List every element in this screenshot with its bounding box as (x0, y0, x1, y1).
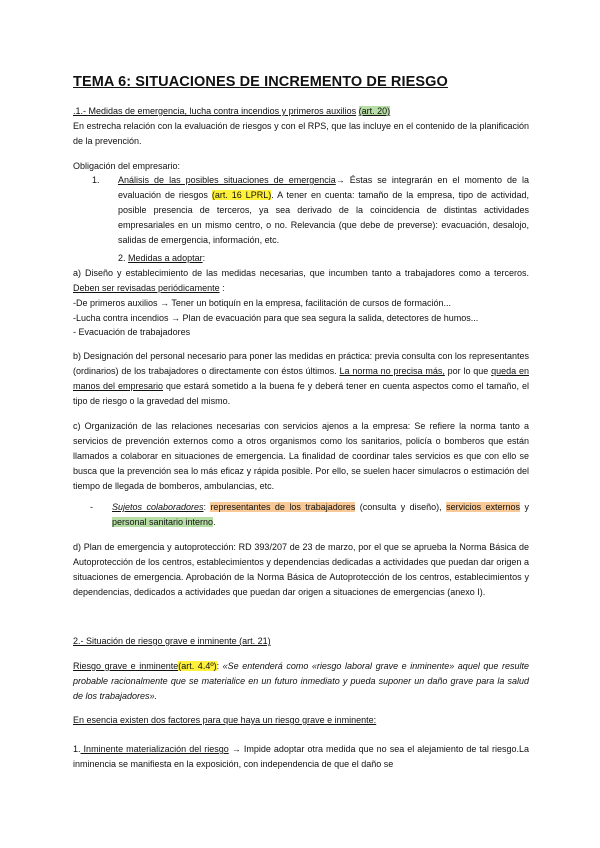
collaborators-mid: (consulta y diseño), (355, 502, 447, 512)
collaborators-title: Sujetos colaboradores (112, 502, 204, 512)
section-1-article-ref: (art. 20) (358, 106, 391, 116)
factors-heading: En esencia existen dos factores para que haya un riesgo grave e inminente: (73, 715, 377, 725)
paragraph-a (73, 266, 529, 296)
paragraph-b (73, 349, 529, 409)
list-item-1 (92, 173, 530, 245)
factor-1-title: Inminente materialización del riesgo (80, 744, 229, 754)
paragraph-a-line-1: -De primeros auxilios → Tener un botiquín en la empresa, facilitación de cursos de formación... (73, 298, 452, 308)
collaborators-representatives: representantes de los trabajadores (210, 502, 356, 512)
serious-risk-quote: «Se entenderá como «riesgo laboral grave e inminente» aquel que resulte probable racionalmente que se materialice en un futuro inmediato y pueda suponer un daño grave para la salud de los trabajadores». (73, 661, 529, 701)
serious-risk-definition (73, 659, 529, 704)
paragraph-b-underlined-2: queda en manos del empresario (73, 366, 529, 391)
factor-1-text: → Impide adoptar otra medida que no sea el alejamiento de tal riesgo.La inminencia se manifiesta en la exposición, con independencia de que el daño se (73, 744, 529, 769)
paragraph-a-text: a) Diseño y establecimiento de las medidas necesarias, que incumben tanto a trabajadores como a terceros. (73, 268, 529, 278)
list-item-1-number: 1. (92, 175, 100, 185)
list-item-1-text-b: . A tener en cuenta: tamaño de la empresa, tipo de actividad, posible presencia de terceros, ya sea derivado de la coincidencia de distintas actividades empresariales en un mismo centro, o no. Relevancia (que debe de preverse): evacuación, desalojo, salidas de emergencia, información, etc. (118, 190, 529, 245)
collaborators-colon: : (203, 502, 211, 512)
paragraph-d: d) Plan de emergencia y autoprotección: RD 393/207 de 23 de marzo, por el que se aprueba la Norma Básica de Autoprotección de los centros, establecimientos y dependencias dedicadas a actividades que puedan dar origen a situaciones de emergencia. Aprobación de la Norma Básica de Autoprotección de los centros, establecimientos y dependencias, dedicados a actividades que puedan dar origen a situaciones de emergencias (anexo I). (73, 542, 529, 597)
factor-1 (73, 742, 529, 772)
paragraph-c: c) Organización de las relaciones necesarias con servicios ajenos a la empresa: Se refiere la norma tanto a servicios de prevención externos como a otros organismos como los sanitarios, policía o bomberos que están llamados a colaborar en situaciones de emergencia. La finalidad de coordinar tales servicios es que con ello se busca que la prevención sea lo más eficaz y rápida posible. Por ello, se suelen hacer simulacros o estimación del tiempo de llegada de bomberos, ambulancias, etc. (73, 421, 529, 491)
serious-risk-term: Riesgo grave e inminente (73, 661, 179, 671)
collaborators-health-staff: personal sanitario interno (112, 517, 214, 527)
paragraph-a-underlined: Deben ser revisadas periódicamente (73, 283, 220, 293)
list-item-1-article-ref: (art. 16 LPRL) (211, 190, 272, 200)
collaborators-end: . (213, 517, 216, 527)
paragraph-a-line-3: - Evacuación de trabajadores (73, 327, 191, 337)
paragraph-a-line-2: -Lucha contra incendios → Plan de evacuación para que sea segura la salida, detectores de humos... (73, 313, 479, 323)
factor-1-number: 1. (73, 744, 81, 754)
paragraph-b-text-2: por lo que (444, 366, 492, 376)
section-1-heading (73, 104, 529, 119)
serious-risk-colon: : (216, 661, 223, 671)
section-1-heading-text: .1.- Medidas de emergencia, lucha contra incendios y primeros auxilios (73, 106, 357, 116)
list-item-2-colon: : (202, 253, 206, 263)
list-item-1-title: Análisis de las posibles situaciones de emergencia (118, 175, 336, 185)
collaborators-item (90, 500, 529, 527)
collaborators-dash: - (90, 502, 93, 512)
list-item-2-number: 2. (118, 253, 126, 263)
paragraph-a-colon: : (219, 283, 225, 293)
collaborators-and: y (520, 502, 529, 512)
obligation-label: Obligación del empresario: (73, 161, 181, 171)
paragraph-b-text-3: que estará sometido a la buena fe y deberá tener en cuenta aspectos como el tamaño, el tipo de riesgo o la gravedad del mismo. (73, 381, 529, 406)
paragraph-b-underlined-1: La norma no precisa más, (339, 366, 445, 376)
list-item-1-text-a: → Éstas se integrarán en el momento de la evaluación de riesgos (118, 175, 530, 200)
section-1-intro: En estrecha relación con la evaluación de riesgos y con el RPS, que las incluye en el contenido de la planificación de la prevención. (73, 121, 529, 146)
list-item-2 (118, 251, 529, 266)
collaborators-external-services: servicios externos (446, 502, 521, 512)
page-title: TEMA 6: SITUACIONES DE INCREMENTO DE RIESGO (73, 74, 448, 90)
paragraph-b-text-1: b) Designación del personal necesario para poner las medidas en práctica: previa consulta con los representantes (ordinarios) de los trabajadores o directamente con éstos últimos. (73, 351, 529, 376)
serious-risk-article-ref: (art. 4.4º) (178, 661, 217, 671)
section-2-heading: 2.- Situación de riesgo grave e inminente (art. 21) (73, 636, 271, 646)
list-item-2-title: Medidas a adoptar (128, 253, 203, 263)
